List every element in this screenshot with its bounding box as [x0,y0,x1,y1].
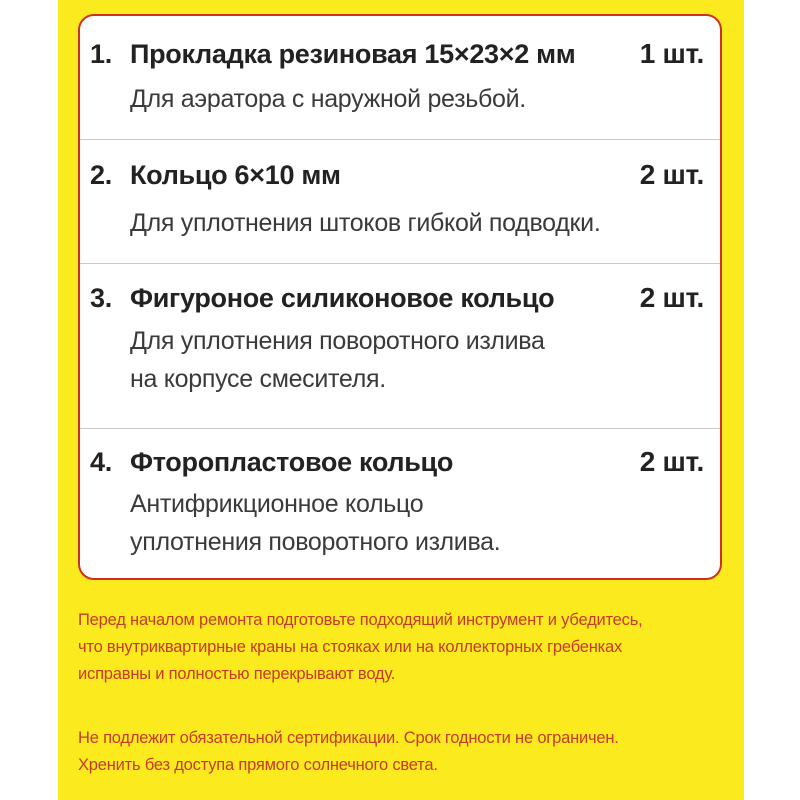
note-line: Хренить без доступа прямого солнечного света. [78,756,438,774]
item-number: 2. [90,160,112,190]
note-line: что внутриквартирные краны на стояках или на коллекторных гребенках [78,638,623,656]
item-name: Фигуроное силиконовое кольцо [130,283,555,313]
description-line: Для уплотнения поворотного излива [130,327,545,355]
item-heading [90,159,704,191]
item-heading [90,38,704,70]
item-number: 3. [90,283,112,313]
note-line: Не подлежит обязательной сертификации. Срок годности не ограничен. [78,729,619,747]
parts-list-card [78,14,722,580]
note-line: исправны и полностью перекрывают воду. [78,665,396,683]
note-line: Перед началом ремонта подготовьте подходящий инструмент и убедитесь, [78,611,643,629]
item-quantity: 1 шт. [639,38,704,69]
item-heading [90,282,704,314]
item-heading [90,446,704,478]
item-name: Прокладка резиновая 15×23×2 мм [130,39,576,69]
list-item [80,139,720,263]
item-name: Кольцо 6×10 мм [130,160,341,190]
description-line: Для аэратора с наружной резьбой. [130,85,526,113]
description-line: Для уплотнения штоков гибкой подводки. [130,209,601,237]
description-line: уплотнения поворотного излива. [130,528,501,556]
item-quantity: 2 шт. [639,159,704,190]
item-quantity: 2 шт. [639,446,704,477]
description-line: Антифрикционное кольцо [130,490,424,518]
list-item [80,263,720,428]
list-item [80,16,720,139]
storage-note [78,725,718,779]
repair-note [78,607,718,688]
item-number: 4. [90,447,112,477]
item-description [130,80,710,118]
list-item [80,428,720,578]
item-name: Фторопластовое кольцо [130,447,454,477]
description-line: на корпусе смесителя. [130,365,386,393]
item-description [130,204,710,242]
item-description [130,485,710,561]
item-description [130,322,710,398]
item-number: 1. [90,39,112,69]
item-quantity: 2 шт. [639,282,704,313]
